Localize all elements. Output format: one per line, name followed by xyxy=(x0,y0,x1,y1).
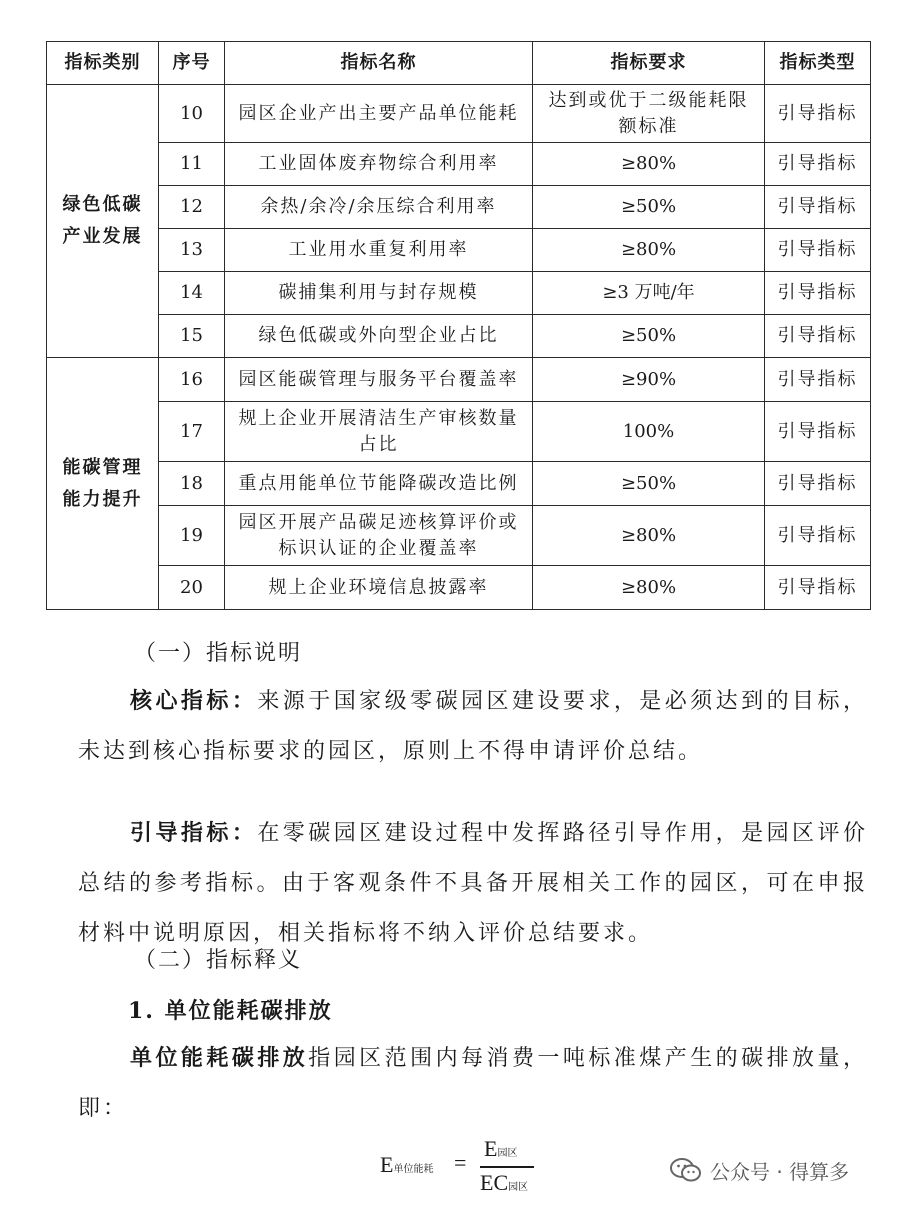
row-name: 重点用能单位节能降碳改造比例 xyxy=(225,462,533,506)
formula-lhs: E单位能耗 xyxy=(380,1152,434,1177)
row-type: 引导指标 xyxy=(765,229,871,272)
row-number: 15 xyxy=(159,315,225,358)
row-type: 引导指标 xyxy=(765,462,871,506)
indicator-table xyxy=(46,41,871,610)
row-type: 引导指标 xyxy=(765,358,871,402)
row-number: 14 xyxy=(159,272,225,315)
row-name: 工业固体废弃物综合利用率 xyxy=(225,143,533,186)
table-row xyxy=(47,402,871,462)
row-number: 17 xyxy=(159,402,225,462)
row-requirement: ≥80% xyxy=(533,229,765,272)
watermark-text: 公众号 · 得算多 xyxy=(710,1159,850,1184)
row-requirement: ≥80% xyxy=(533,566,765,610)
row-number: 11 xyxy=(159,143,225,186)
row-requirement: ≥80% xyxy=(533,143,765,186)
table-header-row xyxy=(47,42,871,85)
table-row xyxy=(47,186,871,229)
core-indicator-label: 核心指标： xyxy=(130,688,258,714)
row-name: 碳捕集利用与封存规模 xyxy=(225,272,533,315)
table-row xyxy=(47,506,871,566)
header-number: 序号 xyxy=(159,42,225,85)
row-requirement: ≥3 万吨/年 xyxy=(533,272,765,315)
table-row xyxy=(47,229,871,272)
definition-text: 指园区范围内每消费一吨标准煤产生的碳排放量，即： xyxy=(78,1046,868,1121)
row-number: 10 xyxy=(159,85,225,143)
header-requirement: 指标要求 xyxy=(533,42,765,85)
category-cell: 绿色低碳 产业发展 xyxy=(47,85,159,358)
formula-numerator: E园区 xyxy=(484,1136,518,1161)
row-number: 12 xyxy=(159,186,225,229)
row-type: 引导指标 xyxy=(765,402,871,462)
fraction-bar xyxy=(480,1166,534,1168)
row-name: 园区开展产品碳足迹核算评价或标识认证的企业覆盖率 xyxy=(225,506,533,566)
definitions-heading: （二）指标释义 xyxy=(134,948,303,973)
guide-indicator-label: 引导指标： xyxy=(130,820,258,846)
formula-equals: = xyxy=(454,1150,467,1175)
row-number: 18 xyxy=(159,462,225,506)
row-type: 引导指标 xyxy=(765,186,871,229)
row-requirement: ≥50% xyxy=(533,186,765,229)
notes-heading: （一）指标说明 xyxy=(134,641,303,666)
row-requirement: ≥50% xyxy=(533,315,765,358)
row-requirement: ≥50% xyxy=(533,462,765,506)
row-requirement: ≥80% xyxy=(533,506,765,566)
core-indicator-text: 来源于国家级零碳园区建设要求，是必须达到的目标，未达到核心指标要求的园区，原则上不得申请评价总结。 xyxy=(78,689,868,764)
header-category: 指标类别 xyxy=(47,42,159,85)
core-indicator-paragraph xyxy=(78,676,868,777)
row-requirement: ≥90% xyxy=(533,358,765,402)
row-name: 工业用水重复利用率 xyxy=(225,229,533,272)
row-name: 规上企业环境信息披露率 xyxy=(225,566,533,610)
table-row xyxy=(47,85,871,143)
table-row xyxy=(47,143,871,186)
table-row xyxy=(47,566,871,610)
table-row xyxy=(47,315,871,358)
row-name: 余热/余冷/余压综合利用率 xyxy=(225,186,533,229)
table-row xyxy=(47,462,871,506)
row-type: 引导指标 xyxy=(765,315,871,358)
row-requirement: 100% xyxy=(533,402,765,462)
formula-denominator: EC园区 xyxy=(480,1170,529,1195)
watermark xyxy=(670,1150,849,1190)
row-requirement: 达到或优于二级能耗限额标准 xyxy=(533,85,765,143)
row-type: 引导指标 xyxy=(765,272,871,315)
row-number: 13 xyxy=(159,229,225,272)
table-row xyxy=(47,272,871,315)
guide-indicator-paragraph xyxy=(78,808,868,959)
header-name: 指标名称 xyxy=(225,42,533,85)
row-type: 引导指标 xyxy=(765,143,871,186)
row-name: 规上企业开展清洁生产审核数量占比 xyxy=(225,402,533,462)
row-number: 16 xyxy=(159,358,225,402)
definition-item-heading: 1. 单位能耗碳排放 xyxy=(128,998,333,1024)
row-number: 20 xyxy=(159,566,225,610)
row-type: 引导指标 xyxy=(765,85,871,143)
row-name: 园区企业产出主要产品单位能耗 xyxy=(225,85,533,143)
table-row xyxy=(47,358,871,402)
row-name: 绿色低碳或外向型企业占比 xyxy=(225,315,533,358)
category-cell: 能碳管理 能力提升 xyxy=(47,358,159,610)
row-number: 19 xyxy=(159,506,225,566)
row-type: 引导指标 xyxy=(765,566,871,610)
row-name: 园区能碳管理与服务平台覆盖率 xyxy=(225,358,533,402)
definition-paragraph xyxy=(78,1033,868,1134)
header-type: 指标类型 xyxy=(765,42,871,85)
definition-term: 单位能耗碳排放 xyxy=(130,1045,309,1071)
row-type: 引导指标 xyxy=(765,506,871,566)
guide-indicator-text: 在零碳园区建设过程中发挥路径引导作用，是园区评价总结的参考指标。由于客观条件不具备开展相关工作的园区，可在申报材料中说明原因，相关指标将不纳入评价总结要求。 xyxy=(78,821,868,946)
wechat-icon xyxy=(670,1157,702,1183)
